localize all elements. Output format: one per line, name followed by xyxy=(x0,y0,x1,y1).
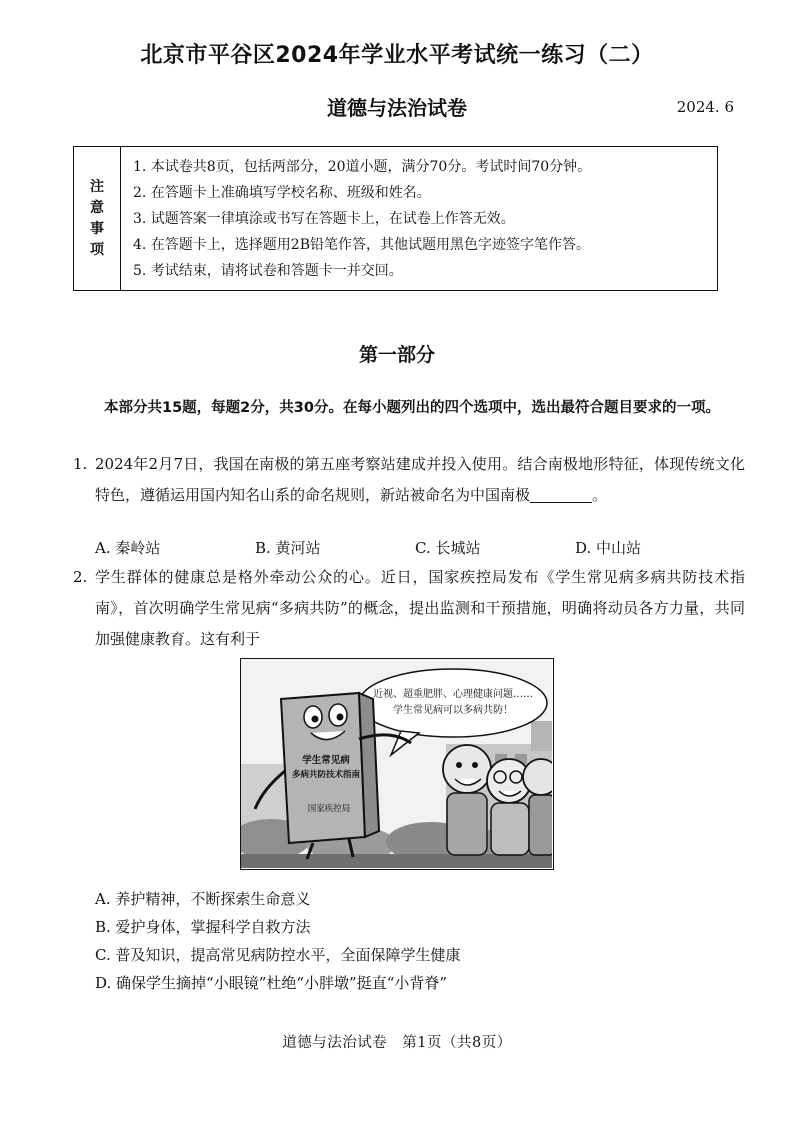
question-number: 1. xyxy=(73,455,88,473)
option-c: C. 普及知识，提高常见病防控水平，全面保障学生健康 xyxy=(95,946,461,964)
exam-title: 北京市平谷区2024年学业水平考试统一练习（二） xyxy=(140,43,654,68)
notice-list xyxy=(121,147,591,290)
exam-subject: 道德与法治试卷 xyxy=(327,96,467,120)
option-a: A. 养护精神，不断探索生命意义 xyxy=(95,890,311,908)
cartoon-drawing xyxy=(241,659,552,868)
part-title: 第一部分 xyxy=(358,344,435,366)
question-text: 2024年2月7日，我国在南极的第五座考察站建成并投入使用。结合南极地形特征，体现传统文化特色，遵循运用国内知名山系的命名规则，新站被命名为中国南极 xyxy=(95,455,745,504)
answer-blank xyxy=(530,486,592,503)
question-number: 2. xyxy=(73,568,88,586)
notice-item: 4. 在答题卡上，选择题用2B铅笔作答，其他试题用黑色字迹签字笔作答。 xyxy=(133,237,591,253)
notice-item: 1. 本试卷共8页，包括两部分，20道小题，满分70分。考试时间70分钟。 xyxy=(133,159,592,175)
bubble-line-2: 学生常见病可以多病共防！ xyxy=(393,705,513,716)
cartoon-illustration xyxy=(240,658,554,870)
exam-date: 2024. 6 xyxy=(676,98,734,116)
notice-item: 5. 考试结束，请将试卷和答题卡一并交回。 xyxy=(133,263,403,279)
book-publisher: 国家疾控局 xyxy=(307,804,351,814)
option-a: A. 秦岭站 xyxy=(95,539,161,557)
option-c: C. 长城站 xyxy=(415,539,481,557)
page-footer: 道德与法治试卷 第1页（共8页） xyxy=(282,1035,512,1051)
book-title-line-2: 多病共防技术指南 xyxy=(291,770,361,780)
option-d: D. 确保学生摘掉“小眼镜”杜绝“小胖墩”挺直“小背脊” xyxy=(95,974,448,992)
part-instruction: 本部分共15题，每题2分，共30分。在每小题列出的四个选项中，选出最符合题目要求的一项。 xyxy=(104,400,720,416)
notice-item: 2. 在答题卡上准确填写学校名称、班级和姓名。 xyxy=(133,185,431,201)
question-text: 学生群体的健康总是格外牵动公众的心。近日，国家疾控局发布《学生常见病多病共防技术指南》，首次明确学生常见病“多病共防”的概念，提出监测和干预措施，明确将动员各方力量，共同加强健康教育。这有利于 xyxy=(95,568,745,648)
option-b: B. 爱护身体，掌握科学自救方法 xyxy=(95,918,311,936)
bubble-line-1: 近视、超重肥胖、心理健康问题…… xyxy=(373,689,533,700)
question-1 xyxy=(73,449,745,511)
notice-box xyxy=(73,146,718,291)
question-tail: 。 xyxy=(592,486,608,504)
notice-label-char: 意 xyxy=(90,199,104,216)
option-b: B. 黄河站 xyxy=(255,539,321,557)
notice-label-char: 注 xyxy=(90,178,104,195)
option-d: D. 中山站 xyxy=(575,539,642,557)
notice-label-char: 项 xyxy=(90,241,104,258)
notice-label xyxy=(74,147,121,290)
question-2 xyxy=(73,562,745,655)
notice-label-char: 事 xyxy=(90,220,104,237)
question-stem xyxy=(95,449,745,511)
question-1-options xyxy=(95,537,745,558)
book-title-line-1: 学生常见病 xyxy=(302,755,350,766)
notice-item: 3. 试题答案一律填涂或书写在答题卡上，在试卷上作答无效。 xyxy=(133,211,515,227)
